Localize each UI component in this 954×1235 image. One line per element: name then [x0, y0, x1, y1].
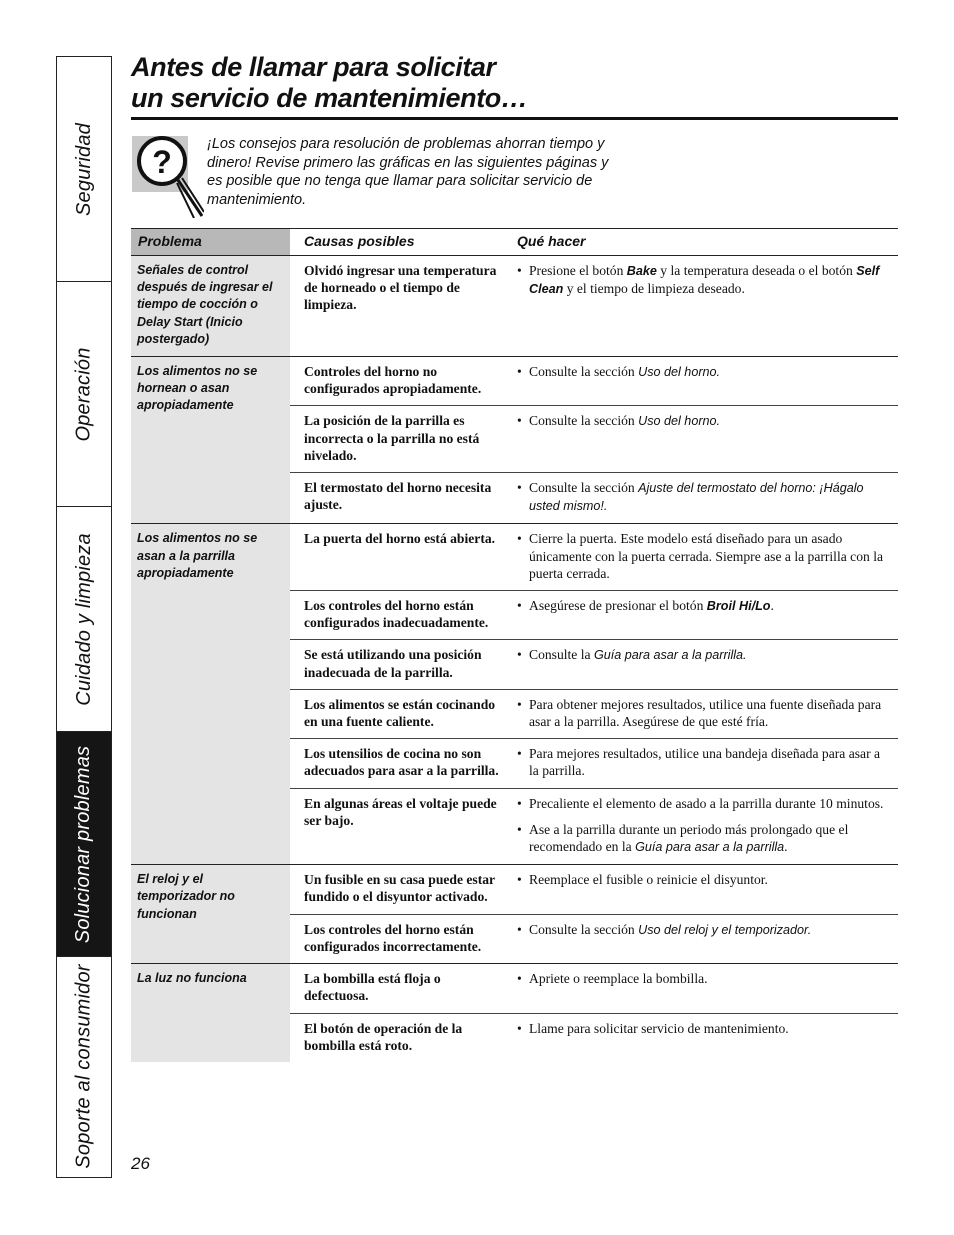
header-todo: Qué hacer	[511, 229, 898, 256]
cause-cell: Controles del horno no configurados apropiadamente.	[290, 357, 511, 406]
todo-cell: • Reemplace el fusible o reinicie el disyuntor.	[511, 865, 898, 914]
tab-seguridad[interactable]: Seguridad	[57, 57, 111, 282]
todo-cell: • Para mejores resultados, utilice una bandeja diseñada para asar a la parrilla.	[511, 739, 898, 788]
header-causes: Causas posibles	[290, 229, 511, 256]
intro-text: ¡Los consejos para resolución de problemas ahorran tiempo y dinero! Revise primero las gráficas en las siguientes páginas y es posible que no tenga que llamar para solicitar servicio de mantenimiento.	[207, 136, 609, 208]
todo-cell: • Presione el botón Bake y la temperatura deseada o el botón Self Clean y el tiempo de limpieza deseado.	[517, 263, 880, 297]
question-magnifier-icon	[132, 136, 204, 218]
todo-cell: • Consulte la sección Uso del horno.	[511, 357, 898, 406]
page-number: 26	[131, 1154, 150, 1173]
problem-cell: Los alimentos no se asan a la parrilla apropiadamente	[131, 524, 290, 865]
cause-cell: Los controles del horno están configurados incorrectamente.	[290, 914, 511, 963]
title-rule	[131, 117, 898, 120]
todo-cell: • Apriete o reemplace la bombilla.	[511, 964, 898, 1013]
todo-cell: • Consulte la sección Uso del reloj y el temporizador.	[511, 914, 898, 963]
cause-cell: Se está utilizando una posición inadecuada de la parrilla.	[290, 640, 511, 689]
table-row	[131, 964, 898, 1013]
cause-cell: Los utensilios de cocina no son adecuados para asar a la parrilla.	[290, 739, 511, 788]
problem-cell: El reloj y el temporizador no funcionan	[131, 865, 290, 964]
table-row	[131, 524, 898, 591]
tab-solucionar-problemas[interactable]: Solucionar problemas	[57, 732, 111, 957]
problem-cell: Los alimentos no se hornean o asan apropiadamente	[131, 357, 290, 524]
todo-cell: • Consulte la sección Uso del horno.	[511, 406, 898, 473]
cause-cell: La puerta del horno está abierta.	[290, 524, 511, 591]
side-tabs	[56, 56, 112, 1178]
problem-cell: Señales de control después de ingresar el tiempo de cocción o Delay Start (Inicio postergado)	[131, 256, 290, 357]
cause-cell: Un fusible en su casa puede estar fundido o el disyuntor activado.	[290, 865, 511, 914]
table-row	[131, 256, 898, 357]
cause-cell: Olvidó ingresar una temperatura de horneado o el tiempo de limpieza.	[304, 263, 497, 313]
table-row	[131, 357, 898, 406]
cause-cell: La bombilla está floja o defectuosa.	[290, 964, 511, 1013]
cause-cell: El botón de operación de la bombilla está roto.	[290, 1013, 511, 1062]
cause-cell: Los controles del horno están configurados inadecuadamente.	[290, 591, 511, 640]
todo-cell: • Asegúrese de presionar el botón Broil Hi/Lo.	[511, 591, 898, 640]
header-problem: Problema	[131, 229, 290, 256]
troubleshooting-table	[131, 228, 898, 1062]
table-row	[131, 865, 898, 914]
todo-cell: • Llame para solicitar servicio de mantenimiento.	[511, 1013, 898, 1062]
todo-cell: • Consulte la Guía para asar a la parrilla.	[511, 640, 898, 689]
cause-cell: La posición de la parrilla es incorrecta o la parrilla no está nivelado.	[290, 406, 511, 473]
cause-cell: En algunas áreas el voltaje puede ser bajo.	[290, 788, 511, 865]
cause-cell: El termostato del horno necesita ajuste.	[290, 473, 511, 524]
todo-cell: • Precaliente el elemento de asado a la parrilla durante 10 minutos. • Ase a la parrilla durante un periodo más prolongado que el recomendado en la Guía para asar a la parrilla.	[511, 788, 898, 865]
todo-cell: • Consulte la sección Ajuste del termostato del horno: ¡Hágalo usted mismo!.	[511, 473, 898, 524]
todo-cell: • Cierre la puerta. Este modelo está diseñado para un asado únicamente con la puerta cerrada. Siempre ase a la parrilla con la puerta cerrada.	[511, 524, 898, 591]
problem-cell: La luz no funciona	[131, 964, 290, 1062]
tab-cuidado-limpieza[interactable]: Cuidado y limpieza	[57, 507, 111, 732]
cause-cell: Los alimentos se están cocinando en una fuente caliente.	[290, 689, 511, 738]
tab-operacion[interactable]: Operación	[57, 282, 111, 507]
page-title: Antes de llamar para solicitar un servicio de mantenimiento…	[131, 52, 528, 113]
svg-text:?: ?	[152, 144, 172, 180]
todo-cell: • Para obtener mejores resultados, utilice una fuente diseñada para asar a la parrilla. Asegúrese de que esté fría.	[511, 689, 898, 738]
tab-soporte-consumidor[interactable]: Soporte al consumidor	[72, 964, 95, 1169]
